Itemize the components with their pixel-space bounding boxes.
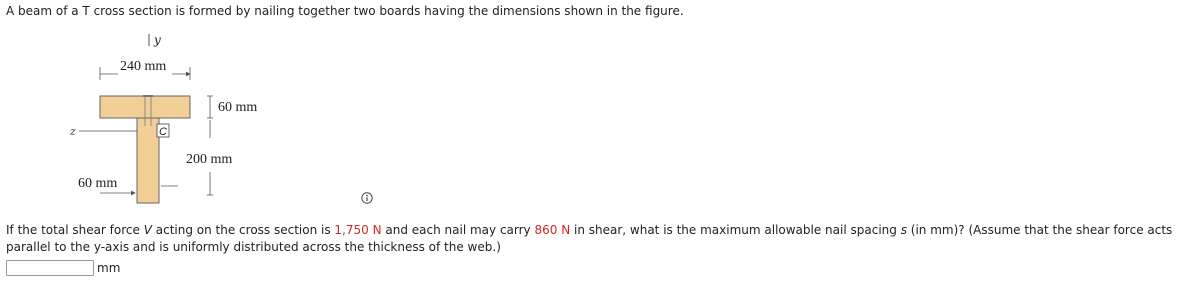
t-beam-diagram: [60, 30, 300, 205]
web-width-label: 60 mm: [78, 176, 118, 191]
flange-thickness-label: 60 mm: [218, 100, 258, 115]
shear-force-value: 1,750 N: [334, 223, 382, 237]
web-height-label: 200 mm: [186, 152, 233, 167]
spacing-symbol: s: [900, 223, 907, 237]
web-board: [137, 118, 159, 203]
answer-unit: mm: [97, 261, 121, 275]
shear-force-symbol: V: [143, 223, 152, 237]
answer-input[interactable]: [6, 260, 94, 276]
question-text: If the total shear force V acting on the cross section is 1,750 N and each nail may carry 860 N in shear, what is the maximum allowable nail spacing s (in mm)? (Assume that the shear force acts parallel to the y-axis and is uniformly distributed across the thickness of the web.): [6, 223, 1173, 254]
y-axis-label: y: [154, 33, 161, 47]
nail-capacity-value: 860 N: [534, 223, 571, 237]
info-icon[interactable]: [361, 192, 373, 204]
t-beam-figure: [60, 30, 300, 205]
centroid-label: C: [159, 126, 167, 138]
flange-width-label: 240 mm: [120, 59, 167, 74]
problem-intro: A beam of a T cross section is formed by nailing together two boards having the dimensions shown in the figure.: [6, 4, 684, 18]
z-axis-label: z: [70, 125, 76, 138]
